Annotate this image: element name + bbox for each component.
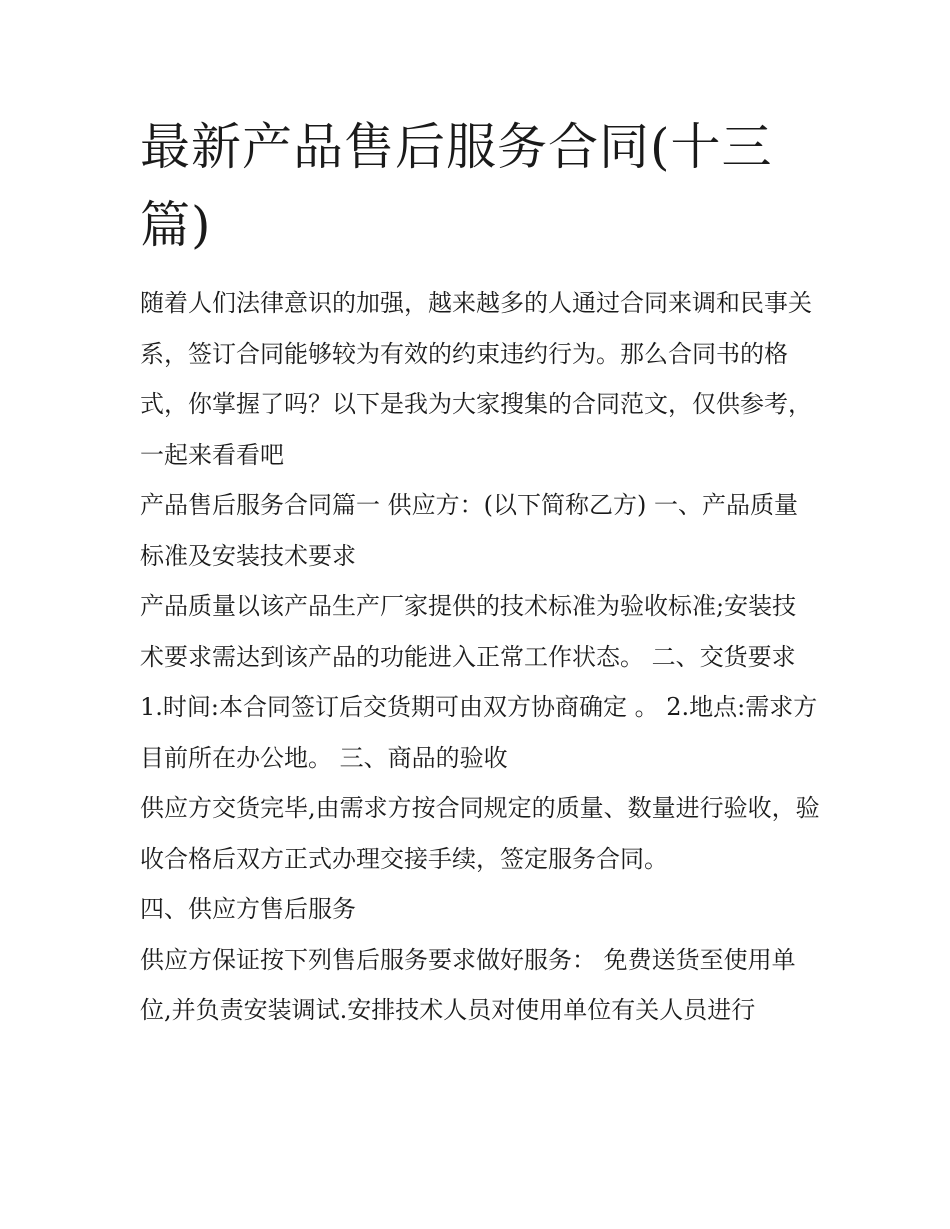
document-title: 最新产品售后服务合同(十三篇) xyxy=(140,118,773,254)
paragraph-quality-standard: 产品质量以该产品生产厂家提供的技术标准为验收标准;安装技术要求需达到该产品的功能进入正常工作状态。 二、交货要求 xyxy=(140,592,797,671)
paragraph-supplier: 产品售后服务合同篇一 供应方：(以下简称乙方) 一、产品质量标准及安装技术要求 xyxy=(140,491,798,570)
paragraph-delivery: 1.时间:本合同签订后交货期可由双方协商确定 。 2.地点:需求方目前所在办公地。 三、商品的验收 xyxy=(140,693,818,772)
section-heading-after-sales: 四、供应方售后服务 xyxy=(140,895,356,923)
document-body xyxy=(140,278,820,1036)
paragraph-acceptance: 供应方交货完毕,由需求方按合同规定的质量、数量进行验收，验收合格后双方正式办理交接手续，签定服务合同。 xyxy=(140,794,820,873)
paragraph-intro: 随着人们法律意识的加强，越来越多的人通过合同来调和民事关系，签订合同能够较为有效的约束违约行为。那么合同书的格式，你掌握了吗？以下是我为大家搜集的合同范文，仅供参考，一起来看看吧 xyxy=(140,289,812,469)
paragraph-after-sales: 供应方保证按下列售后服务要求做好服务： 免费送货至使用单位,并负责安装调试.安排技术人员对使用单位有关人员进行 xyxy=(140,945,796,1024)
